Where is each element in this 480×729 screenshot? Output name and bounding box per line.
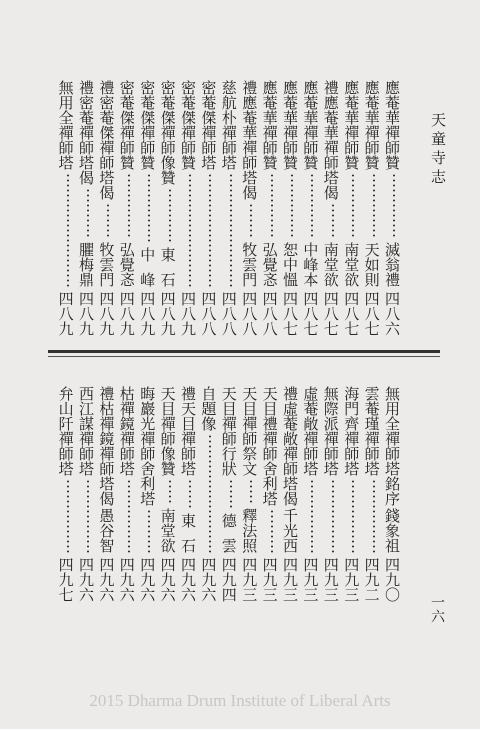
toc-entry (58, 386, 78, 602)
toc-entry (262, 80, 282, 336)
entry-author: 東石 (158, 247, 177, 297)
entry-author: 牧雲門 (240, 242, 259, 287)
entry-title: 禮應菴華禪師塔偈 (321, 80, 340, 200)
leader-dots (230, 479, 232, 510)
entry-page-number: 四九三 (260, 557, 279, 602)
leader-dots (148, 509, 150, 554)
entry-title: 應菴華禪師贊 (362, 80, 381, 170)
entry-author: 臞梅鼎 (77, 242, 95, 287)
toc-entry (343, 386, 363, 602)
leader-dots (67, 173, 69, 288)
entry-page-number: 四九三 (321, 557, 340, 602)
toc-entry (160, 386, 180, 602)
entry-page-number: 四九四 (219, 557, 238, 602)
entry-author: 弘覺忞 (260, 242, 279, 287)
entry-author: 南堂欲 (342, 242, 361, 287)
entry-page-number: 四八九 (179, 291, 197, 336)
section-divider (48, 350, 440, 353)
entry-page-number: 四九六 (77, 557, 95, 602)
leader-dots (311, 173, 313, 239)
leader-dots (291, 173, 293, 239)
toc-entry (262, 386, 282, 602)
leader-dots (271, 509, 273, 554)
entry-page-number: 四八七 (362, 291, 381, 336)
leader-dots (107, 203, 109, 239)
toc-entry (384, 80, 404, 336)
entry-page-number: 四八六 (383, 291, 401, 336)
entry-page-number: 四九六 (117, 557, 136, 602)
entry-title: 無用全禪師塔銘序 (383, 386, 401, 506)
entry-page-number: 四九六 (97, 557, 116, 602)
leader-dots (87, 188, 89, 239)
entry-title: 密菴傑禪師贊 (179, 80, 197, 170)
entry-title: 應菴華禪師贊 (260, 80, 279, 170)
toc-entry (221, 386, 241, 602)
toc-entry (323, 80, 343, 336)
entry-page-number: 四八七 (321, 291, 340, 336)
toc-entry (78, 386, 98, 602)
entry-page-number: 四八七 (281, 291, 299, 336)
entry-page-number: 四八七 (342, 291, 361, 336)
leader-dots (332, 203, 334, 239)
toc-entry (221, 80, 241, 336)
entry-title: 應菴華禪師贊 (301, 80, 320, 170)
leader-dots (332, 479, 334, 554)
leader-dots (230, 173, 232, 288)
entry-page-number: 四九三 (281, 557, 299, 602)
entry-page-number: 四八九 (158, 291, 177, 336)
entry-title: 慈航朴禪師塔 (219, 80, 238, 170)
entry-title: 應菴華禪師贊 (281, 80, 299, 170)
toc-entry (364, 80, 384, 336)
toc-entry (119, 80, 139, 336)
entry-page-number: 四九六 (179, 557, 197, 602)
entry-page-number: 四九六 (199, 557, 218, 602)
entry-title: 密菴傑禪師塔 (199, 80, 218, 170)
entry-page-number: 四八九 (77, 291, 95, 336)
entry-page-number: 四九〇 (383, 557, 401, 602)
toc-entry (343, 80, 363, 336)
leader-dots (209, 434, 211, 554)
entry-author: 天如則 (362, 242, 381, 287)
entry-page-number: 四九二 (362, 557, 381, 602)
toc-entry (58, 80, 78, 336)
toc-entry (139, 80, 159, 336)
entry-page-number: 四八九 (117, 291, 136, 336)
entry-title: 無用全禪師塔 (56, 80, 75, 170)
entry-title: 天目禮禪師舍利塔 (260, 386, 279, 506)
leader-dots (373, 479, 375, 554)
book-title: 天童寺志 (429, 112, 447, 188)
leader-dots (311, 479, 313, 554)
toc-entry (384, 386, 404, 602)
entry-title: 自題像 (199, 386, 218, 431)
leader-dots (189, 479, 191, 510)
leader-dots (209, 173, 211, 288)
toc-entry (323, 386, 343, 602)
entry-page-number: 四九六 (158, 557, 177, 602)
entry-page-number: 四九三 (342, 557, 361, 602)
entry-author: 德雲 (219, 513, 238, 563)
entry-author: 愚谷智 (97, 508, 116, 553)
entry-title: 應菴華禪師贊 (383, 80, 401, 170)
entry-title: 枯禪鏡禪師塔 (117, 386, 136, 476)
entry-title: 禮密菴傑禪師塔偈 (97, 80, 116, 200)
entry-author: 南堂欲 (321, 242, 340, 287)
entry-title: 雲菴瑾禪師塔 (362, 386, 381, 476)
entry-page-number: 四九三 (240, 557, 259, 602)
toc-entry (98, 386, 118, 602)
toc-entry (200, 80, 220, 336)
entry-page-number: 四八八 (199, 291, 218, 336)
entry-title: 密菴傑禪師像贊 (158, 80, 177, 185)
entry-author: 南堂欲 (158, 508, 177, 553)
entry-author: 中峰 (138, 247, 157, 297)
leader-dots (169, 188, 171, 244)
entry-title: 禮密菴禪師塔偈 (77, 80, 95, 185)
leader-dots (393, 173, 395, 239)
entry-author: 弘覺忞 (117, 242, 136, 287)
leader-dots (128, 173, 130, 239)
toc-entry (139, 386, 159, 602)
toc-entry (282, 386, 302, 602)
entry-author: 錢象祖 (383, 508, 401, 553)
entry-title: 晦巖光禪師舍利塔 (138, 386, 157, 506)
toc-entry (302, 386, 322, 602)
entry-title: 密菴傑禪師贊 (138, 80, 157, 170)
entry-author: 東石 (179, 513, 197, 563)
entry-page-number: 四八九 (56, 291, 75, 336)
entry-title: 禮應菴華禪師塔偈 (240, 80, 259, 200)
entry-title: 禮天目禪師塔 (179, 386, 197, 476)
toc-entry (241, 80, 261, 336)
leader-dots (148, 173, 150, 244)
entry-title: 天目禪師像贊 (158, 386, 177, 476)
entry-page-number: 四八七 (301, 291, 320, 336)
toc-entry (302, 80, 322, 336)
watermark-text: 2015 Dharma Drum Institute of Liberal Arts (89, 691, 391, 710)
entry-page-number: 四九六 (138, 557, 157, 602)
entry-title: 西江謀禪師塔 (77, 386, 95, 476)
leader-dots (169, 479, 171, 505)
leader-dots (250, 479, 252, 505)
page-number: 一六 (429, 595, 445, 623)
entry-page-number: 四八八 (219, 291, 238, 336)
entry-title: 天目禪師行狀 (219, 386, 238, 476)
entry-title: 虛菴敞禪師塔 (301, 386, 320, 476)
entry-title: 海門齊禪師塔 (342, 386, 361, 476)
entry-title: 應菴華禪師贊 (342, 80, 361, 170)
entry-title: 無際派禪師塔 (321, 386, 340, 476)
entry-author: 滅翁禮 (383, 242, 401, 287)
leader-dots (87, 479, 89, 554)
entry-page-number: 四八八 (260, 291, 279, 336)
entry-title: 密菴傑禪師贊 (117, 80, 136, 170)
section-divider-thin (48, 356, 440, 357)
entry-title: 弁山阡禪師塔 (56, 386, 75, 476)
entry-page-number: 四八九 (138, 291, 157, 336)
entry-author: 千光西 (281, 508, 299, 553)
entry-author: 牧雲門 (97, 242, 116, 287)
entry-title: 禮枯禪鏡禪師塔偈 (97, 386, 116, 506)
leader-dots (67, 479, 69, 554)
leader-dots (271, 173, 273, 239)
toc-entry (241, 386, 261, 602)
entry-page-number: 四九七 (56, 557, 75, 602)
entry-author: 恕中慍 (281, 242, 299, 287)
leader-dots (128, 479, 130, 554)
toc-entry (98, 80, 118, 336)
entry-author: 釋法照 (240, 508, 259, 553)
toc-entry (364, 386, 384, 602)
entry-author: 中峰本 (301, 242, 320, 287)
toc-entry (282, 80, 302, 336)
entry-page-number: 四八八 (240, 291, 259, 336)
leader-dots (352, 173, 354, 239)
leader-dots (189, 173, 191, 288)
toc-entry (180, 386, 200, 602)
toc-entry (160, 80, 180, 336)
entry-title: 禮虛菴敞禪師塔偈 (281, 386, 299, 506)
leader-dots (373, 173, 375, 239)
entry-title: 天目禪師祭文 (240, 386, 259, 476)
toc-entry (78, 80, 98, 336)
entry-page-number: 四八九 (97, 291, 116, 336)
toc-entry (180, 80, 200, 336)
entry-page-number: 四九三 (301, 557, 320, 602)
leader-dots (352, 479, 354, 554)
toc-entry (200, 386, 220, 602)
toc-entry (119, 386, 139, 602)
leader-dots (250, 203, 252, 239)
